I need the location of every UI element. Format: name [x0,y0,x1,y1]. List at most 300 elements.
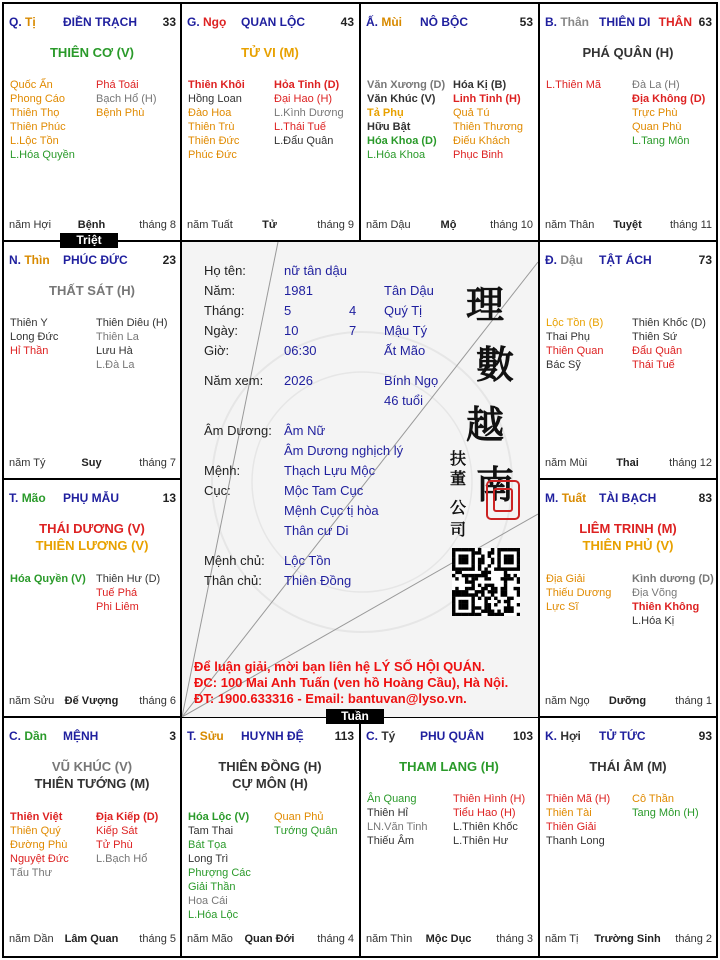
star: Thiên Phúc [10,121,66,133]
star: Quan Phủ [274,811,324,823]
month-label: Tháng: [204,303,245,318]
star: Đà La (H) [632,79,680,91]
star: Bát Tọa [188,839,227,851]
amduong-label: Âm Dương: [204,423,272,438]
branch-name: Dần [24,729,48,743]
star: Địa Võng [632,587,678,599]
star: L.Thiên Mã [546,79,602,91]
star: Thiên Hư (D) [96,573,161,585]
palace-stage: Thai [616,457,639,469]
star: L.Hóa Khoa [367,149,426,161]
branch-name: Thân [560,15,590,29]
palace-stage: Tử [262,219,277,231]
star: Kình dương (D) [632,573,714,585]
palace-footer [543,695,712,709]
triet-marker: Triệt [60,233,118,248]
star: Thiếu Âm [367,835,415,847]
grid-line [2,478,181,480]
palace-month: tháng 12 [669,457,712,469]
menhchu-label: Mệnh chủ: [204,553,265,568]
main-stars [4,44,180,61]
star: Đường Phù [10,839,68,851]
star: Hóa Kị (B) [453,79,507,91]
palace-branch [9,491,46,505]
palace-cell[interactable] [540,718,716,955]
palace-house-name: MỆNH [63,729,99,743]
grid-line [538,2,540,958]
palace-number: 113 [334,729,354,743]
view-year-label: Năm xem: [204,373,264,388]
star: Địa Kiếp (D) [96,811,159,823]
main-star: THẤT SÁT (H) [49,283,135,298]
right-star-column [632,316,706,372]
star: Hoa Cái [188,895,228,907]
star: Kiếp Sát [96,825,138,837]
branch-letter: Ấ. [366,15,378,29]
palace-stage: Lâm Quan [64,933,119,945]
star: Thiên Y [10,317,48,329]
star: Lực Sĩ [546,601,579,613]
star: Long Đức [10,331,59,343]
cuc-note-2: Thân cư Di [284,523,349,538]
calligraphy-small-char: 扶 [450,449,467,468]
star: Đẩu Quân [632,345,683,357]
palace-house-name: QUAN LỘC [241,15,305,29]
branch-name: Hợi [560,729,581,743]
month-canchi: Quý Tị [384,303,423,318]
star: Tang Môn (H) [632,807,699,819]
star: Thiên Không [632,601,700,613]
palace-branch [187,15,226,29]
cuc-label: Cục: [204,483,231,498]
star: Thiên Thọ [10,107,60,119]
star: Hóa Quyền (V) [10,573,86,585]
palace-month: tháng 6 [139,695,176,707]
star: Tuế Phá [96,587,138,599]
branch-letter: Đ. [545,253,557,267]
branch-letter: M. [545,491,559,505]
star: Cô Thần [632,793,674,805]
star: Tướng Quân [274,825,338,837]
left-star-column [188,810,251,922]
palace-cell[interactable] [540,480,716,717]
hour-canchi: Ất Mão [384,343,426,358]
palace-header [185,15,356,31]
star: Địa Giải [546,573,586,585]
palace-year: năm Mão [187,933,233,945]
palace-footer [543,933,712,947]
palace-stage: Trường Sinh [594,933,661,945]
right-star-column [632,78,705,148]
star: L.Thiên Hư [453,835,509,847]
palace-header [364,15,535,31]
star: Điếu Khách [453,135,510,147]
palace-stage: Bệnh [77,219,106,231]
star: L.Bạch Hổ [96,853,148,865]
star: Trực Phù [632,107,678,119]
palace-branch [545,15,589,29]
star: Quả Tú [453,107,490,119]
star: Linh Tinh (H) [453,93,521,105]
palace-month: tháng 5 [139,933,176,945]
left-star-column [546,316,603,372]
right-star-column [274,78,344,148]
main-star: THÁI DƯƠNG (V) [39,521,145,536]
star: Thiên Khôi [188,79,245,91]
star: Giải Thần [188,881,236,893]
star: Thiên Tài [546,807,592,819]
day-value: 10 [284,323,299,338]
palace-month: tháng 9 [317,219,354,231]
palace-year: năm Sửu [9,695,55,707]
month-lunar: 4 [349,303,357,318]
star: L.Hóa Lộc [188,909,239,921]
palace-header [543,729,714,745]
star: Thiên Hỉ [367,807,408,819]
main-stars [540,758,716,775]
star: Thiên Quan [546,345,604,357]
left-star-column [188,78,245,162]
palace-month: tháng 11 [669,219,712,231]
star: Thiên Trù [188,121,235,133]
palace-house-name: TÀI BẠCH [599,491,657,505]
star: L.Lộc Tồn [10,135,59,147]
calligraphy-char: 越 [466,402,505,447]
palace-number: 43 [340,15,354,29]
main-stars [4,758,180,792]
main-star: THAM LANG (H) [399,759,499,774]
branch-name: Tý [381,729,396,743]
star: Phá Toái [96,79,139,91]
star: Hỏa Tinh (D) [274,79,340,91]
year-value: 1981 [284,283,313,298]
star: Ân Quang [367,793,417,805]
day-lunar: 7 [349,323,357,338]
star: Tam Thai [188,825,234,837]
palace-footer [7,933,176,947]
palace-stage: Mộ [440,219,457,231]
palace-branch [9,15,36,29]
left-star-column [367,78,445,162]
star: L.Tang Môn [632,135,690,147]
palace-cell[interactable] [540,4,716,241]
star: L.Đẩu Quân [274,135,334,147]
palace-number: 23 [162,253,176,267]
star: Phúc Đức [188,149,237,161]
palace-footer [7,219,176,233]
star: L.Hóa Quyền [10,149,75,161]
star: Quốc Ấn [10,79,53,91]
palace-branch [9,253,50,267]
palace-stage: Suy [81,457,102,469]
palace-number: 83 [698,491,712,505]
left-star-column [546,792,610,848]
palace-stage: Mộc Dục [425,933,472,945]
branch-letter: T. [9,491,19,505]
star: Phục Binh [453,149,504,161]
star: Thanh Long [546,835,605,847]
main-star: THÁI ÂM (M) [589,759,667,774]
star: Thiên La [96,331,139,343]
star: Hồng Loan [188,93,242,105]
view-year-canchi: Bính Ngọ [384,373,439,388]
than-marker: THÂN [658,15,692,29]
star: Hóa Lộc (V) [188,811,250,823]
branch-letter: C. [366,729,378,743]
menhchu-value: Lộc Tồn [284,553,331,568]
branch-letter: G. [187,15,200,29]
palace-house-name: THIÊN DI [599,15,651,29]
palace-branch [187,729,224,743]
star: Đào Hoa [188,107,232,119]
branch-name: Mùi [381,15,403,29]
calligraphy-char: 南 [476,462,515,507]
palace-number: 33 [162,15,176,29]
main-stars [361,758,537,775]
main-star: VŨ KHÚC (V) [51,759,133,774]
palace-month: tháng 10 [490,219,533,231]
branch-letter: N. [9,253,21,267]
seal-stamp [486,480,520,520]
left-star-column [546,572,611,614]
palace-header [7,729,178,745]
day-label: Ngày: [204,323,238,338]
right-star-column [453,78,523,162]
right-star-column [96,810,158,866]
palace-header [185,729,356,745]
star: Hữu Bật [367,121,411,133]
menh-value: Thạch Lựu Mộc [284,463,376,478]
palace-cell[interactable] [361,718,537,955]
palace-year: năm Tý [9,457,46,469]
name-value: nữ tân dậu [284,263,347,278]
palace-cell[interactable] [182,718,358,955]
palace-cell[interactable] [361,4,537,241]
thanchu-label: Thân chủ: [204,573,262,588]
year-label: Năm: [204,283,236,298]
branch-name: Tuất [561,491,587,505]
branch-letter: K. [545,729,557,743]
star: Thiên Hình (H) [453,793,526,805]
main-star: THIÊN LƯƠNG (V) [35,538,149,553]
palace-footer [364,219,533,233]
star: Thiên Thương [453,121,524,133]
calligraphy-small-char: 公 [450,498,467,517]
palace-house-name: PHỤ MẪU [63,491,119,505]
main-star: TỬ VI (M) [241,45,299,60]
star: L.Thiên Khốc [453,821,518,833]
contact-line-1: Để luận giải, mời bạn liên hệ LÝ SỐ HỘI QUÁN. [194,659,485,674]
calligraphy-char: 理 [466,282,505,327]
palace-month: tháng 3 [496,933,533,945]
month-value: 5 [284,303,292,318]
palace-house-name: PHÚC ĐỨC [63,253,128,267]
palace-header [543,253,714,269]
menh-label: Mệnh: [204,463,241,478]
star: Thai Phụ [546,331,591,343]
grid-line [539,478,718,480]
star: Đại Hao (H) [274,93,333,105]
star: Lộc Tồn (B) [546,317,604,329]
main-stars [540,44,716,61]
amduong-note: Âm Dương nghịch lý [284,443,404,458]
star: Bệnh Phù [96,107,145,119]
palace-cell[interactable] [182,4,358,241]
branch-name: Mão [21,491,46,505]
palace-month: tháng 7 [139,457,176,469]
thanchu-value: Thiên Đồng [284,573,352,588]
star: Phượng Các [188,867,251,879]
palace-footer [543,219,712,233]
palace-cell[interactable] [4,4,180,241]
cuc-note-1: Mệnh Cục tị hòa [284,503,379,518]
contact-line-3: ĐT: 1900.633316 - Email: bantuvan@lyso.vn. [194,691,467,706]
palace-cell[interactable] [540,242,716,479]
star: Thiên Đức [188,135,240,147]
palace-header [7,253,178,269]
palace-year: năm Ngọ [545,695,590,707]
star: Văn Xương (D) [367,79,446,91]
palace-year: năm Dậu [366,219,411,231]
year-canchi: Tân Dậu [384,283,434,298]
palace-number: 73 [698,253,712,267]
palace-footer [364,933,533,947]
palace-number: 103 [512,729,533,743]
main-stars [4,282,180,299]
star: Thái Tuế [632,359,675,371]
palace-year: năm Hợi [9,219,52,231]
right-star-column [96,572,160,614]
palace-house-name: HUYNH ĐỆ [241,729,304,743]
star: L.Hóa Kị [632,615,675,627]
star: Hóa Khoa (D) [367,135,437,147]
amduong-value: Âm Nữ [284,423,326,438]
star: Thiên Sứ [632,331,678,343]
left-star-column [10,78,75,162]
palace-cell[interactable] [4,242,180,479]
palace-branch [366,15,402,29]
center-info-panel [182,242,538,717]
palace-number: 13 [162,491,176,505]
right-star-column [96,316,168,372]
left-star-column [546,78,601,92]
palace-header [7,491,178,507]
right-star-column [632,572,714,628]
star: Thiên Khốc (D) [632,317,706,329]
star: L.Kình Dương [274,107,344,119]
palace-branch [545,491,586,505]
palace-month: tháng 2 [675,933,712,945]
palace-number: 3 [169,729,176,743]
star: Tử Phù [96,839,133,851]
right-star-column [96,78,157,120]
palace-house-name: TỬ TỨC [599,729,646,743]
palace-year: năm Mùi [545,457,588,469]
palace-cell[interactable] [4,718,180,955]
branch-name: Dậu [560,253,584,267]
age-value: 46 tuổi [384,393,424,408]
hour-label: Giờ: [204,343,230,358]
star: Bạch Hổ (H) [96,93,157,105]
palace-house-name: TẬT ÁCH [599,253,652,267]
tuan-marker: Tuần [326,709,384,724]
right-star-column [632,792,699,820]
star: Tả Phụ [367,107,404,119]
day-canchi: Mậu Tý [384,323,428,338]
calligraphy-small-char: 司 [450,520,467,539]
palace-cell[interactable] [4,480,180,717]
palace-house-name: NÔ BỘC [420,15,468,29]
branch-letter: T. [187,729,197,743]
star: L.Thái Tuế [274,121,326,133]
star: Địa Không (D) [632,93,706,105]
name-label: Họ tên: [204,263,246,278]
star: Tiểu Hao (H) [453,807,516,819]
star: Thiên Giải [546,821,597,833]
palace-house-name: PHU QUÂN [420,729,485,743]
star: Thiên Quý [10,825,61,837]
palace-month: tháng 4 [317,933,354,945]
branch-name: Thìn [24,253,50,267]
calligraphy-small-char: 董 [450,469,467,488]
left-star-column [10,572,86,586]
star: Tấu Thư [10,867,53,879]
palace-header [543,15,714,31]
branch-letter: B. [545,15,557,29]
main-star: LIÊM TRINH (M) [579,521,677,536]
palace-stage: Dưỡng [608,695,647,707]
palace-stage: Đế Vượng [64,695,119,707]
main-star: THIÊN TƯỚNG (M) [34,776,150,791]
branch-letter: C. [9,729,21,743]
star: Văn Khúc (V) [367,93,436,105]
star: Bác Sỹ [546,359,581,371]
palace-branch [545,253,583,267]
main-stars [182,758,358,792]
right-star-column [453,792,525,848]
palace-branch [545,729,581,743]
main-stars [4,520,180,554]
hour-value: 06:30 [284,343,317,358]
qr-code[interactable] [452,548,520,616]
branch-letter: Q. [9,15,22,29]
palace-year: năm Tuất [187,219,233,231]
star: Thiên Việt [10,811,63,823]
palace-year: năm Tị [545,933,579,945]
star: Long Trì [188,853,229,865]
grid-line [359,717,361,958]
left-star-column [10,316,58,358]
palace-footer [185,933,354,947]
palace-header [7,15,178,31]
palace-header [543,491,714,507]
cuc-value: Mộc Tam Cục [284,483,364,498]
palace-number: 63 [698,15,712,29]
branch-name: Ngọ [203,15,227,29]
left-star-column [10,810,69,880]
main-star: CỰ MÔN (H) [232,776,308,791]
main-star: THIÊN CƠ (V) [49,45,135,60]
palace-header [364,729,535,745]
palace-stage: Tuyệt [613,219,642,231]
palace-house-name: ĐIỀN TRẠCH [63,15,137,29]
main-stars [182,44,358,61]
right-star-column [274,810,338,838]
palace-stage: Quan Đới [244,933,295,945]
palace-year: năm Dần [9,933,54,945]
contact-line-2: ĐC: 100 Mai Anh Tuấn (ven hồ Hoàng Cầu), Hà Nội. [194,675,509,690]
grid-line [359,2,361,241]
